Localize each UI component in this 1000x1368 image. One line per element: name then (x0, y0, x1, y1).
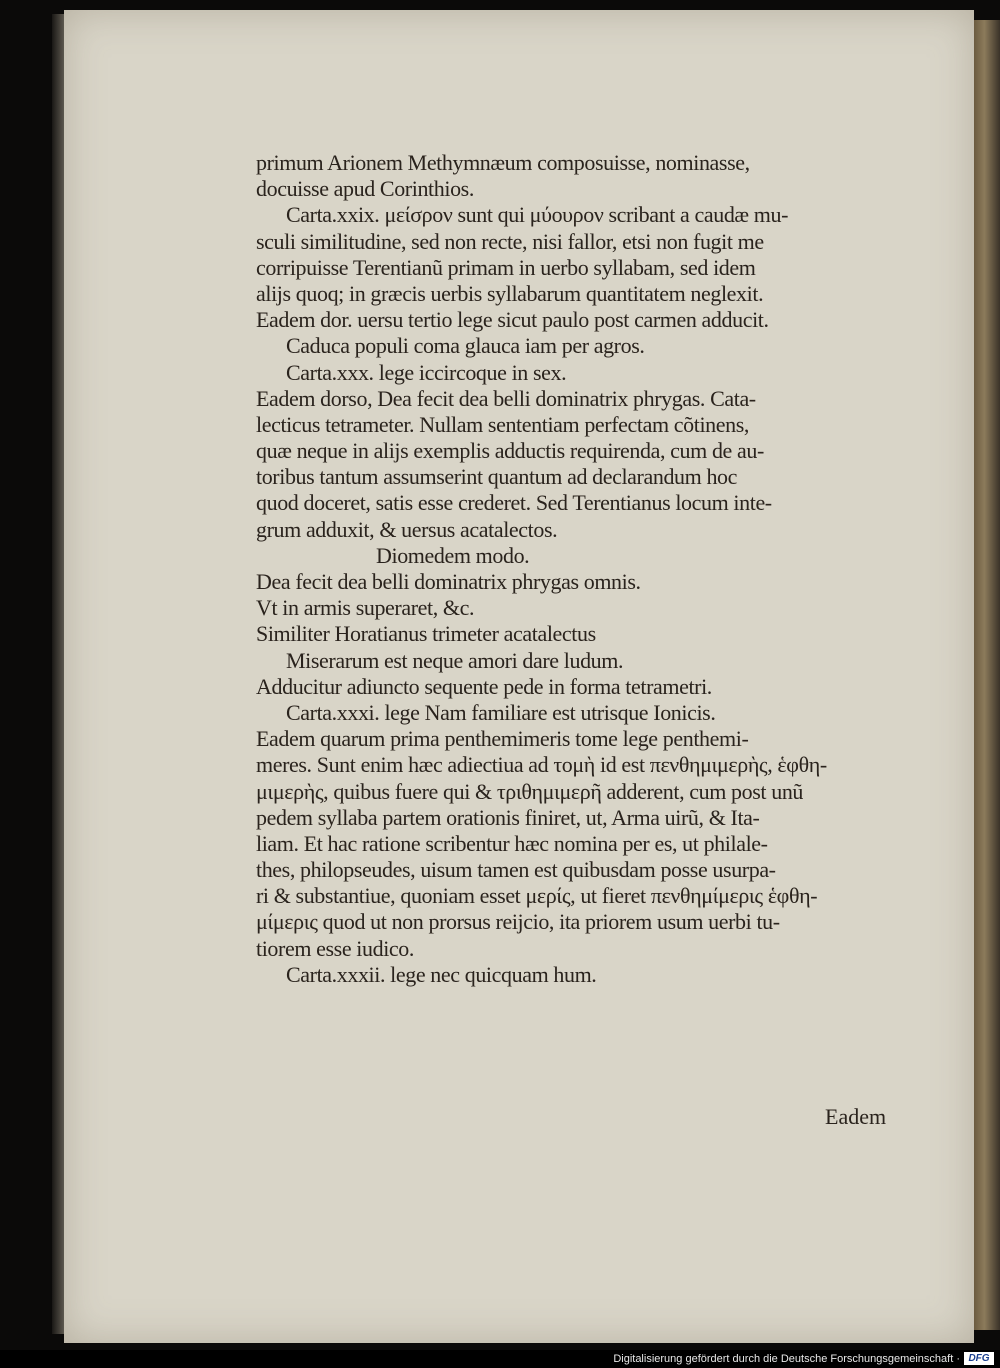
page-right-edge (974, 20, 1000, 1330)
text-line: corripuisse Terentianũ primam in uerbo syllabam, sed idem (256, 254, 756, 280)
text-line: tiorem esse iudico. (256, 935, 414, 961)
text-line: docuisse apud Corinthios. (256, 176, 474, 202)
page-left-edge (52, 14, 64, 1334)
text-line: grum adduxit, & uersus acatalectos. (256, 516, 558, 542)
text-line: μιμερὴς, quibus fuere qui & τριθημιμερῆ adderent, cum post unũ (256, 778, 804, 804)
text-line: liam. Et hac ratione scribentur hæc nomina per es, ut philale- (256, 830, 768, 856)
text-line: lecticus tetrameter. Nullam sententiam perfectam cõtinens, (256, 411, 749, 437)
text-line: ri & substantiue, quoniam esset μερίς, ut fieret πενθημίμερις ἑφθη- (256, 883, 818, 909)
text-line: Eadem dor. uersu tertio lege sicut paulo post carmen adducit. (256, 307, 769, 333)
text-line: Eadem quarum prima penthemimeris tome lege penthemi- (256, 726, 749, 752)
text-line: toribus tantum assumserint quantum ad declarandum hoc (256, 464, 738, 490)
text-line: Vt in armis superaret, &c. (256, 595, 475, 621)
text-line: alijs quoq; in græcis uerbis syllabarum quantitatem neglexit. (256, 280, 764, 306)
text-line: pedem syllaba partem orationis finiret, ut, Arma uirũ, & Ita- (256, 804, 760, 830)
text-line: quod doceret, satis esse crederet. Sed Terentianus locum inte- (256, 490, 772, 516)
dfg-logo: DFG (964, 1352, 994, 1365)
page-text (256, 150, 936, 988)
text-line: Diomedem modo. (376, 542, 530, 568)
text-line: Caduca populi coma glauca iam per agros. (286, 333, 645, 359)
text-line: Carta.xxxii. lege nec quicquam hum. (286, 961, 597, 987)
text-line: Carta.xxxi. lege Nam familiare est utrisque Ionicis. (286, 699, 716, 725)
text-line: quæ neque in alijs exemplis adductis requirenda, cum de au- (256, 438, 764, 464)
text-line: primum Arionem Methymnæum composuisse, nominasse, (256, 150, 750, 175)
text-line: Carta.xxx. lege iccircoque in sex. (286, 359, 567, 385)
text-line: Carta.xxix. μείσρον sunt qui μύουρον scribant a caudæ mu- (286, 202, 789, 228)
text-line: Miserarum est neque amori dare ludum. (286, 647, 624, 673)
text-line: sculi similitudine, sed non recte, nisi fallor, etsi non fugit me (256, 228, 764, 254)
text-line: Adducitur adiuncto sequente pede in forma tetrametri. (256, 673, 712, 699)
text-line: Eadem dorso, Dea fecit dea belli dominatrix phrygas. Cata- (256, 385, 756, 411)
text-line: thes, philopseudes, uisum tamen est quibusdam posse usurpa- (256, 857, 776, 883)
text-line: μίμερις quod ut non prorsus reijcio, ita priorem usum uerbi tu- (256, 909, 780, 935)
catchword: Eadem (825, 1104, 887, 1129)
footer-credit: Digitalisierung gefördert durch die Deutsche Forschungsgemeinschaft · (613, 1353, 960, 1365)
text-line: Dea fecit dea belli dominatrix phrygas omnis. (256, 569, 641, 594)
text-line: meres. Sunt enim hæc adiectiua ad τομὴ id est πενθημιμερὴς, ἑφθη- (256, 752, 827, 778)
text-line: Similiter Horatianus trimeter acatalectus (256, 621, 596, 647)
